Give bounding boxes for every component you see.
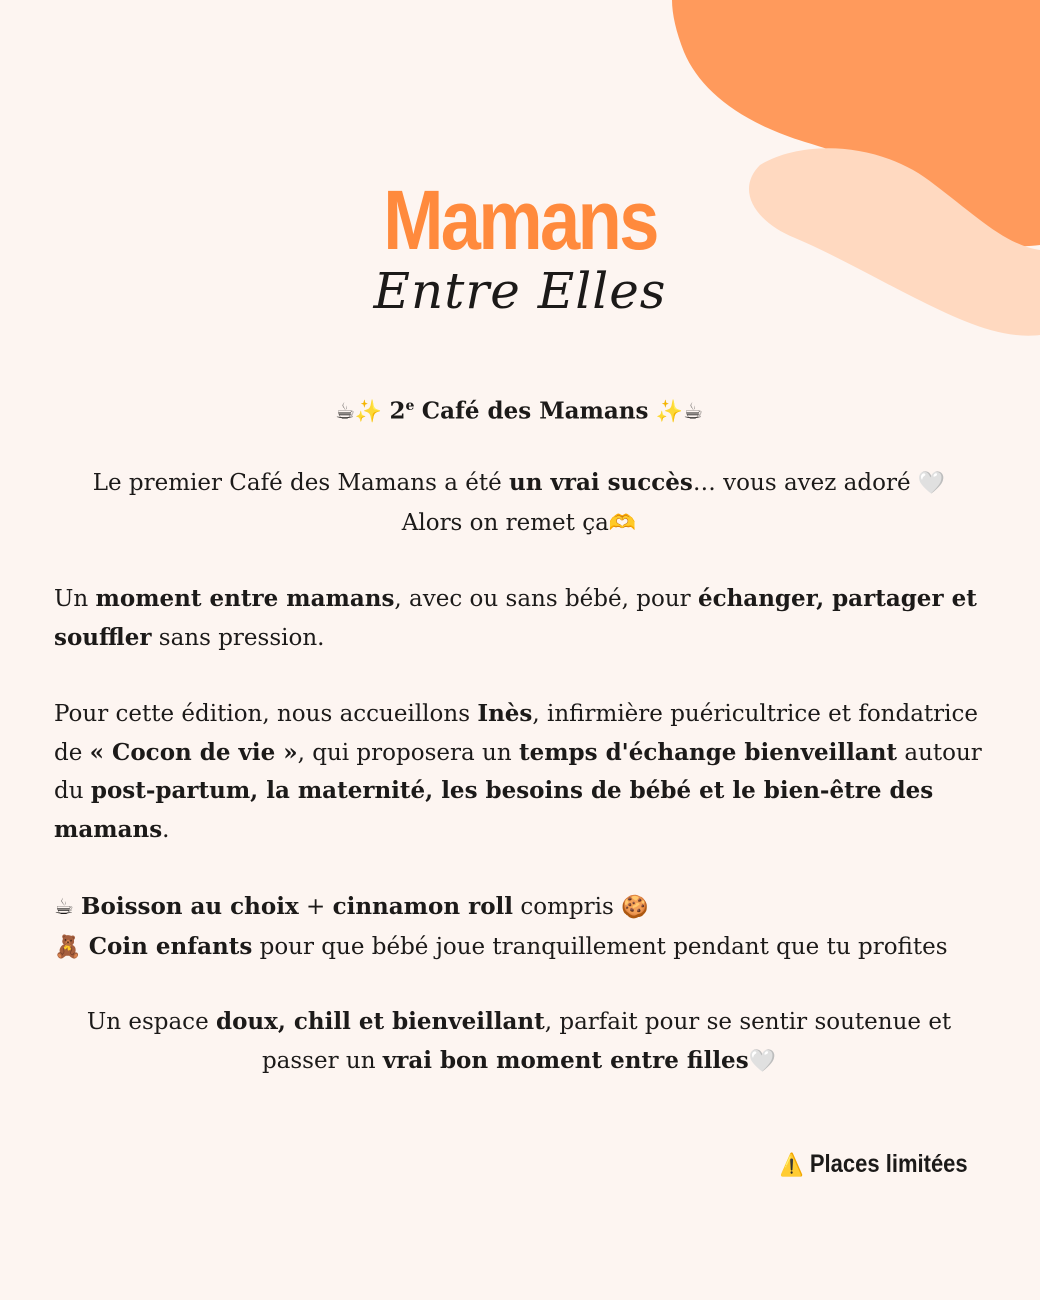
coffee-icon: ☕: [54, 895, 74, 920]
brand-subtitle: Entre Elles: [373, 262, 667, 320]
moment-paragraph: Un moment entre mamans, avec ou sans bébé, pour échanger, partager et souffler sans pression.: [54, 585, 977, 651]
heart-icon: 🤍: [748, 1048, 777, 1074]
heart-hands-icon: 🫶: [608, 510, 637, 536]
coffee-sparkles-icon: ☕✨: [335, 399, 383, 425]
places-limited: [780, 1150, 968, 1179]
space-paragraph: Un espace doux, chill et bienveillant, parfait pour se sentir soutenue et passer un vrai bon moment entre filles🤍: [86, 1008, 952, 1074]
heading-text: Café des Mamans: [421, 397, 649, 425]
places-text: Places limitées: [810, 1150, 968, 1178]
sparkles-coffee-icon: ✨☕: [655, 399, 703, 425]
teddy-bear-icon: 🧸: [54, 934, 82, 960]
event-heading: [54, 387, 984, 432]
heading-number: 2: [389, 397, 406, 425]
brand-title: Mamans: [383, 173, 657, 267]
guest-paragraph: Pour cette édition, nous accueillons Inès, infirmière puéricultrice et fondatrice de « Cocon de vie », qui proposera un temps d'échange bienveillant autour du post-partum, la maternité, les besoins de bébé et le bien-être des mamans.: [54, 700, 982, 843]
intro-paragraph: Le premier Café des Mamans a été un vrai succès… vous avez adoré 🤍 Alors on remet ça🫶: [92, 469, 946, 536]
perks-list: [54, 888, 984, 967]
cookie-icon: 🍪: [621, 895, 649, 920]
heart-icon: 🤍: [917, 471, 946, 496]
list-item: 🧸 Coin enfants pour que bébé joue tranquillement pendant que tu profites: [54, 932, 948, 960]
heading-sup: e: [405, 398, 415, 414]
warning-icon: ⚠️: [779, 1153, 805, 1178]
list-item: ☕ Boisson au choix + cinnamon roll compris 🍪: [54, 893, 649, 920]
